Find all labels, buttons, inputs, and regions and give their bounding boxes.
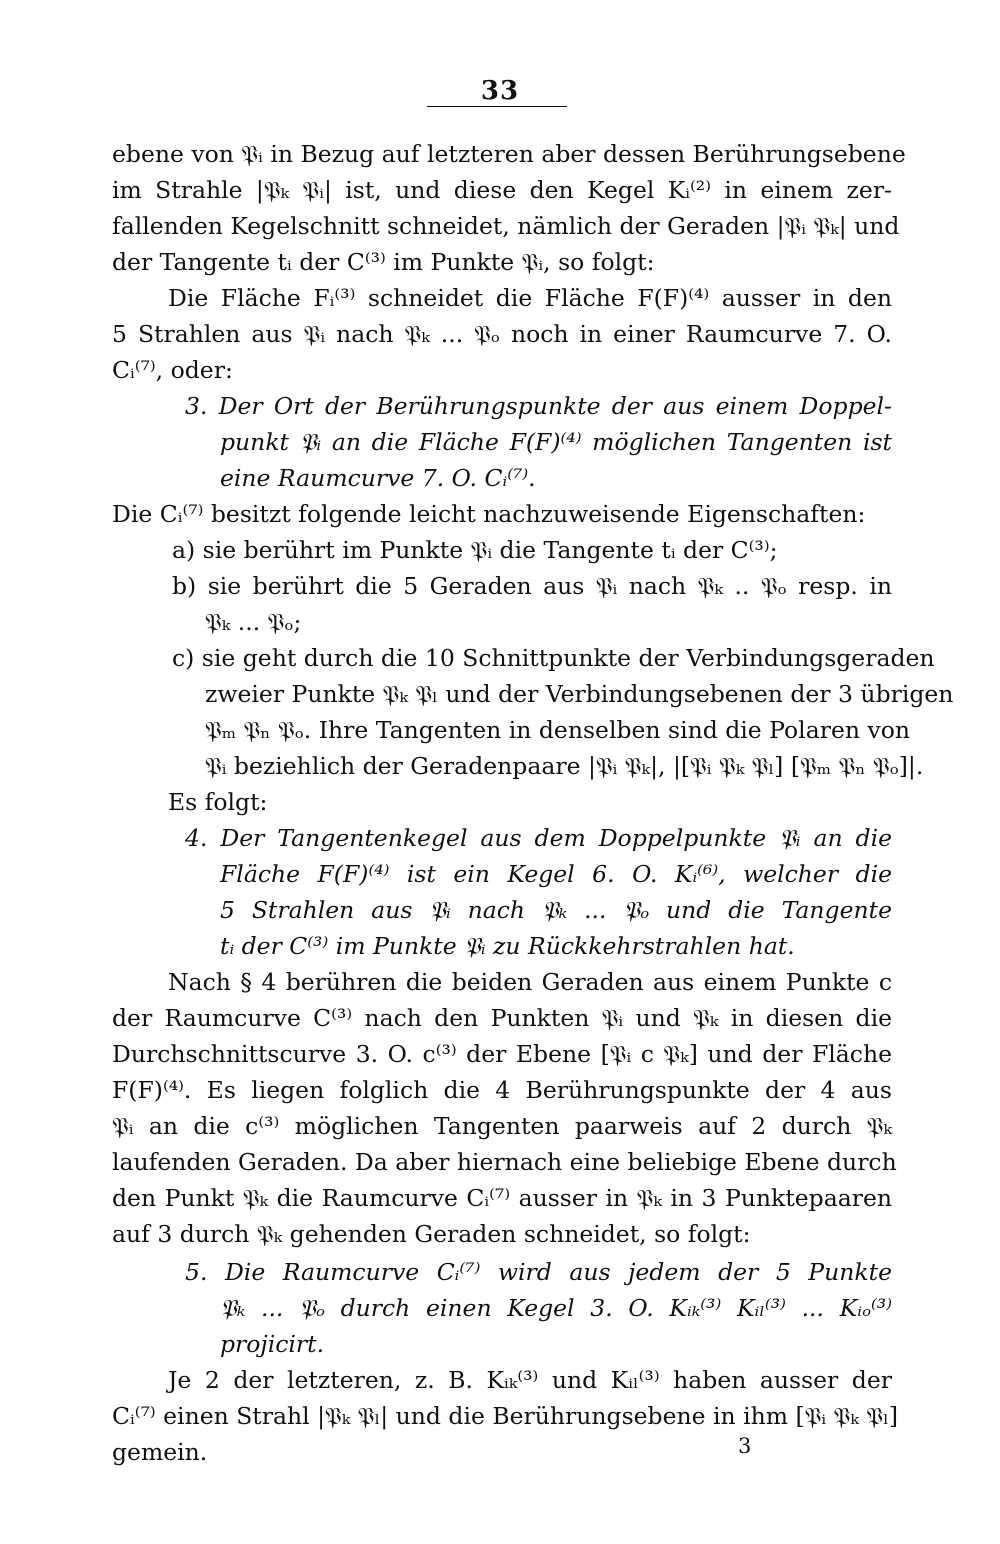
text-line: fallenden Kegelschnitt schneidet, nämlich der Geraden |𝔓ᵢ 𝔓ₖ| und — [112, 212, 900, 240]
text-line: punkt 𝔓ᵢ an die Fläche F(F)⁽⁴⁾ möglichen Tangenten ist — [220, 428, 892, 456]
text-line: im Strahle |𝔓ₖ 𝔓ᵢ| ist, und diese den Kegel Kᵢ⁽²⁾ in einem zer- — [112, 176, 892, 204]
text-line: zweier Punkte 𝔓ₖ 𝔓ₗ und der Verbindungsebenen der 3 übrigen — [205, 680, 954, 708]
text-line: b) sie berührt die 5 Geraden aus 𝔓ᵢ nach 𝔓ₖ .. 𝔓ₒ resp. in — [172, 572, 892, 600]
text-line: der Raumcurve C⁽³⁾ nach den Punkten 𝔓ᵢ und 𝔓ₖ in diesen die — [112, 1004, 892, 1032]
text-line: 4. Der Tangentenkegel aus dem Doppelpunkte 𝔓ᵢ an die — [185, 824, 892, 852]
text-line: ebene von 𝔓ᵢ in Bezug auf letzteren aber dessen Berührungsebene — [112, 140, 906, 168]
text-line: Nach § 4 berühren die beiden Geraden aus einem Punkte c — [168, 968, 892, 996]
signature-mark: 3 — [738, 1434, 752, 1458]
text-line: Durchschnittscurve 3. O. c⁽³⁾ der Ebene [𝔓ᵢ c 𝔓ₖ] und der Fläche — [112, 1040, 892, 1068]
text-line: Die Fläche Fᵢ⁽³⁾ schneidet die Fläche F(F)⁽⁴⁾ ausser in den — [168, 284, 892, 312]
text-line: der Tangente tᵢ der C⁽³⁾ im Punkte 𝔓ᵢ, so folgt: — [112, 248, 655, 276]
text-line: projicirt. — [220, 1330, 325, 1358]
text-line: laufenden Geraden. Da aber hiernach eine beliebige Ebene durch — [112, 1148, 897, 1176]
text-line: Je 2 der letzteren, z. B. Kᵢₖ⁽³⁾ und Kᵢₗ⁽³⁾ haben ausser der — [168, 1366, 892, 1394]
text-line: a) sie berührt im Punkte 𝔓ᵢ die Tangente tᵢ der C⁽³⁾; — [172, 536, 778, 564]
text-line: c) sie geht durch die 10 Schnittpunkte der Verbindungsgeraden — [172, 644, 935, 672]
text-line: 5. Die Raumcurve Cᵢ⁽⁷⁾ wird aus jedem der 5 Punkte — [185, 1258, 892, 1286]
text-line: F(F)⁽⁴⁾. Es liegen folglich die 4 Berührungspunkte der 4 aus — [112, 1076, 892, 1104]
text-line: Die Cᵢ⁽⁷⁾ besitzt folgende leicht nachzuweisende Eigenschaften: — [112, 500, 866, 528]
text-line: Es folgt: — [168, 788, 268, 816]
text-line: Cᵢ⁽⁷⁾, oder: — [112, 356, 233, 384]
text-line: 3. Der Ort der Berührungspunkte der aus einem Doppel- — [185, 392, 892, 420]
text-line: Cᵢ⁽⁷⁾ einen Strahl |𝔓ₖ 𝔓ₗ| und die Berührungsebene in ihm [𝔓ᵢ 𝔓ₖ 𝔓ₗ] — [112, 1402, 899, 1430]
page-number: 33 — [480, 76, 520, 106]
text-line: 𝔓ᵢ beziehlich der Geradenpaare |𝔓ᵢ 𝔓ₖ|, |[𝔓ᵢ 𝔓ₖ 𝔓ₗ] [𝔓ₘ 𝔓ₙ 𝔓ₒ]|. — [205, 752, 924, 780]
text-line: 5 Strahlen aus 𝔓ᵢ nach 𝔓ₖ ... 𝔓ₒ und die Tangente — [220, 896, 892, 924]
text-line: Fläche F(F)⁽⁴⁾ ist ein Kegel 6. O. Kᵢ⁽⁶⁾, welcher die — [220, 860, 892, 888]
text-line: gemein. — [112, 1438, 208, 1466]
text-line: 𝔓ₖ ... 𝔓ₒ; — [205, 608, 302, 636]
text-line: 𝔓ᵢ an die c⁽³⁾ möglichen Tangenten paarweis auf 2 durch 𝔓ₖ — [112, 1112, 892, 1140]
text-line: tᵢ der C⁽³⁾ im Punkte 𝔓ᵢ zu Rückkehrstrahlen hat. — [220, 932, 795, 960]
text-line: 𝔓ₘ 𝔓ₙ 𝔓ₒ. Ihre Tangenten in denselben sind die Polaren von — [205, 716, 911, 744]
text-line: 𝔓ₖ ... 𝔓ₒ durch einen Kegel 3. O. Kᵢₖ⁽³⁾ Kᵢₗ⁽³⁾ ... Kᵢₒ⁽³⁾ — [220, 1294, 892, 1322]
text-line: 5 Strahlen aus 𝔓ᵢ nach 𝔓ₖ ... 𝔓ₒ noch in einer Raumcurve 7. O. — [112, 320, 892, 348]
text-line: eine Raumcurve 7. O. Cᵢ⁽⁷⁾. — [220, 464, 536, 492]
text-line: auf 3 durch 𝔓ₖ gehenden Geraden schneidet, so folgt: — [112, 1220, 751, 1248]
text-line: den Punkt 𝔓ₖ die Raumcurve Cᵢ⁽⁷⁾ ausser in 𝔓ₖ in 3 Punktepaaren — [112, 1184, 892, 1212]
header-rule — [427, 106, 567, 107]
